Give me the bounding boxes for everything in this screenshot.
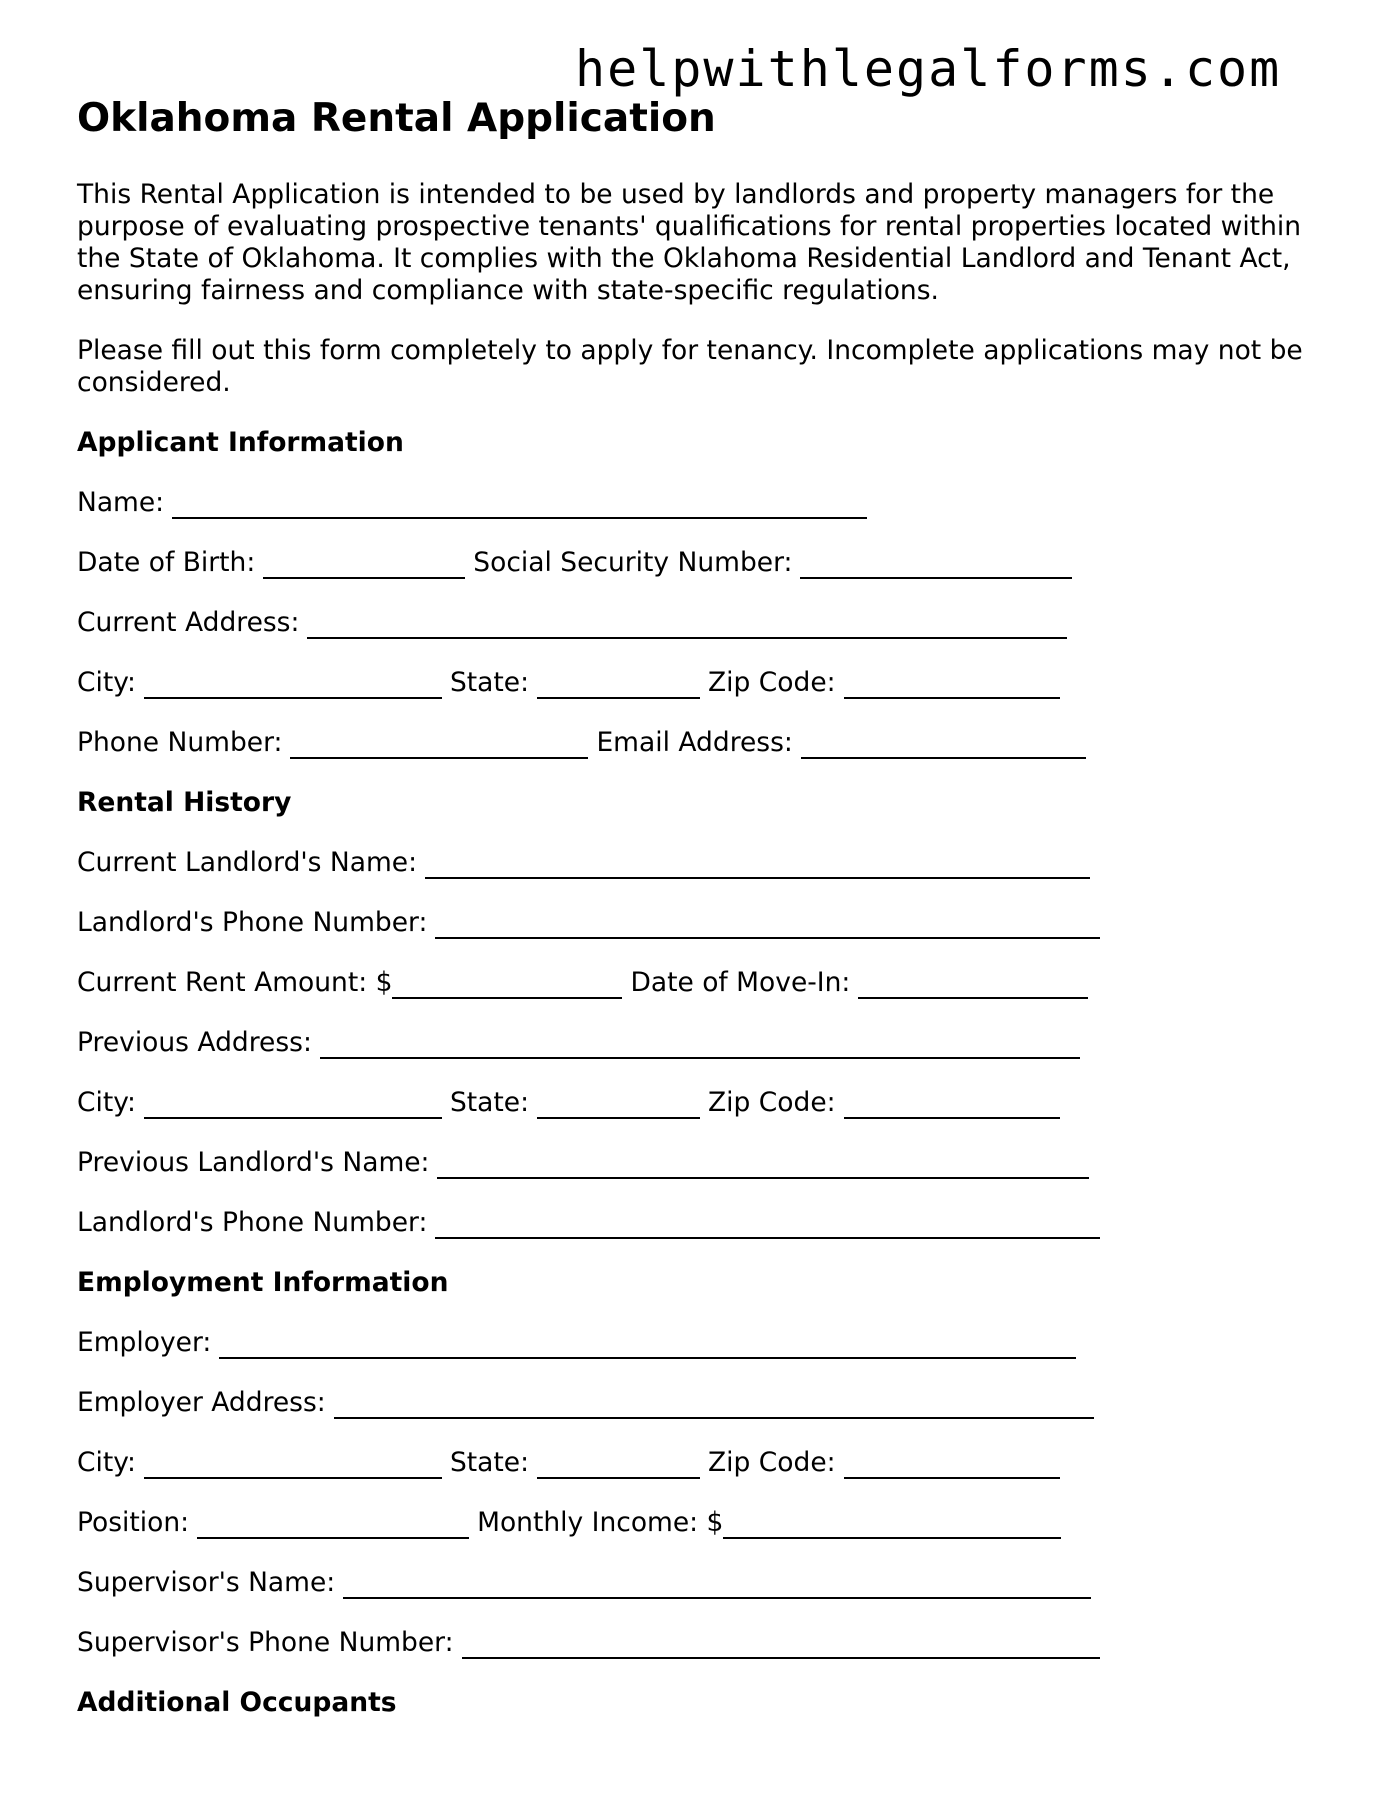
previous-city-field[interactable] — [144, 1087, 442, 1119]
position-income-row — [77, 1507, 1317, 1567]
previous-landlord-phone-field[interactable] — [435, 1207, 1100, 1239]
current-rent-amount-label: Current Rent Amount: $ — [77, 967, 393, 998]
current-landlord-row — [77, 847, 1317, 907]
name-label: Name: — [77, 487, 165, 518]
previous-address-field[interactable] — [320, 1027, 1080, 1059]
position-field[interactable] — [197, 1507, 469, 1539]
previous-landlord-phone-label: Landlord's Phone Number: — [77, 1207, 428, 1238]
phone-email-row — [77, 727, 1317, 787]
employer-label: Employer: — [77, 1327, 212, 1358]
previous-address-label: Previous Address: — [77, 1027, 312, 1058]
watermark: helpwithlegalforms.com — [575, 40, 1282, 98]
previous-landlord-name-label: Previous Landlord's Name: — [77, 1147, 430, 1178]
current-address-field[interactable] — [307, 607, 1067, 639]
rental-history-section — [77, 787, 1317, 1267]
additional-occupants-heading: Additional Occupants — [77, 1687, 397, 1718]
ssn-field[interactable] — [800, 547, 1072, 579]
date-of-birth-label: Date of Birth: — [77, 547, 256, 578]
zip-code-label: Zip Code: — [708, 667, 836, 698]
previous-landlord-phone-row — [77, 1207, 1317, 1267]
previous-address-row — [77, 1027, 1317, 1087]
supervisor-row — [77, 1567, 1317, 1627]
current-landlord-phone-field[interactable] — [435, 907, 1100, 939]
employment-information-section — [77, 1267, 1317, 1687]
employer-city-field[interactable] — [144, 1447, 442, 1479]
intro-paragraph: This Rental Application is intended to be used by landlords and property managers for the purpose of evaluating prospective tenants' qualifications for rental properties located within the State of Oklahoma. It complies with the Oklahoma Residential Landlord and Tenant Act, ensuring fairness and compliance with state-specific regulations. — [77, 179, 1302, 306]
current-landlord-name-label: Current Landlord's Name: — [77, 847, 418, 878]
previous-city-label: City: — [77, 1087, 136, 1118]
monthly-income-label: Monthly Income: $ — [477, 1507, 724, 1538]
employer-state-label: State: — [449, 1447, 530, 1478]
current-landlord-name-field[interactable] — [425, 847, 1090, 879]
employer-address-label: Employer Address: — [77, 1387, 326, 1418]
previous-landlord-row — [77, 1147, 1317, 1207]
applicant-information-section — [77, 427, 1317, 787]
current-rent-amount-field[interactable] — [392, 967, 622, 999]
previous-state-label: State: — [449, 1087, 530, 1118]
supervisor-phone-row — [77, 1627, 1317, 1687]
email-address-field[interactable] — [801, 727, 1086, 759]
employer-address-row — [77, 1387, 1317, 1447]
rental-application-document — [77, 93, 1317, 1747]
date-of-birth-field[interactable] — [263, 547, 465, 579]
city-state-zip-row — [77, 667, 1317, 727]
previous-zip-code-field[interactable] — [844, 1087, 1060, 1119]
current-landlord-phone-label: Landlord's Phone Number: — [77, 907, 428, 938]
previous-landlord-name-field[interactable] — [437, 1147, 1089, 1179]
previous-city-state-zip-row — [77, 1087, 1317, 1147]
additional-occupants-section — [77, 1687, 1317, 1747]
rental-history-heading: Rental History — [77, 787, 292, 818]
position-label: Position: — [77, 1507, 190, 1538]
employer-field[interactable] — [219, 1327, 1076, 1359]
employer-zip-code-label: Zip Code: — [708, 1447, 836, 1478]
supervisor-name-label: Supervisor's Name: — [77, 1567, 336, 1598]
name-field[interactable] — [172, 487, 867, 519]
employer-row — [77, 1327, 1317, 1387]
supervisor-phone-field[interactable] — [462, 1627, 1100, 1659]
employer-zip-code-field[interactable] — [844, 1447, 1060, 1479]
city-field[interactable] — [144, 667, 442, 699]
date-of-move-in-field[interactable] — [858, 967, 1088, 999]
employer-city-label: City: — [77, 1447, 136, 1478]
instructions-paragraph: Please fill out this form completely to apply for tenancy. Incomplete applications may not be considered. — [77, 335, 1303, 398]
supervisor-phone-label: Supervisor's Phone Number: — [77, 1627, 454, 1658]
zip-code-field[interactable] — [844, 667, 1060, 699]
date-of-move-in-label: Date of Move-In: — [630, 967, 851, 998]
employer-city-state-zip-row — [77, 1447, 1317, 1507]
employer-state-field[interactable] — [537, 1447, 700, 1479]
current-address-row — [77, 607, 1317, 667]
supervisor-name-field[interactable] — [343, 1567, 1091, 1599]
employer-address-field[interactable] — [334, 1387, 1094, 1419]
email-address-label: Email Address: — [596, 727, 793, 758]
employment-information-heading: Employment Information — [77, 1267, 449, 1298]
rent-move-in-row — [77, 967, 1317, 1027]
phone-number-label: Phone Number: — [77, 727, 283, 758]
city-label: City: — [77, 667, 136, 698]
current-address-label: Current Address: — [77, 607, 300, 638]
phone-number-field[interactable] — [290, 727, 588, 759]
dob-ssn-row — [77, 547, 1317, 607]
state-field[interactable] — [537, 667, 700, 699]
monthly-income-field[interactable] — [723, 1507, 1061, 1539]
applicant-information-heading: Applicant Information — [77, 427, 404, 458]
state-label: State: — [449, 667, 530, 698]
previous-zip-code-label: Zip Code: — [708, 1087, 836, 1118]
ssn-label: Social Security Number: — [473, 547, 793, 578]
current-landlord-phone-row — [77, 907, 1317, 967]
document-title: Oklahoma Rental Application — [77, 96, 716, 141]
previous-state-field[interactable] — [537, 1087, 700, 1119]
name-row — [77, 487, 1317, 547]
